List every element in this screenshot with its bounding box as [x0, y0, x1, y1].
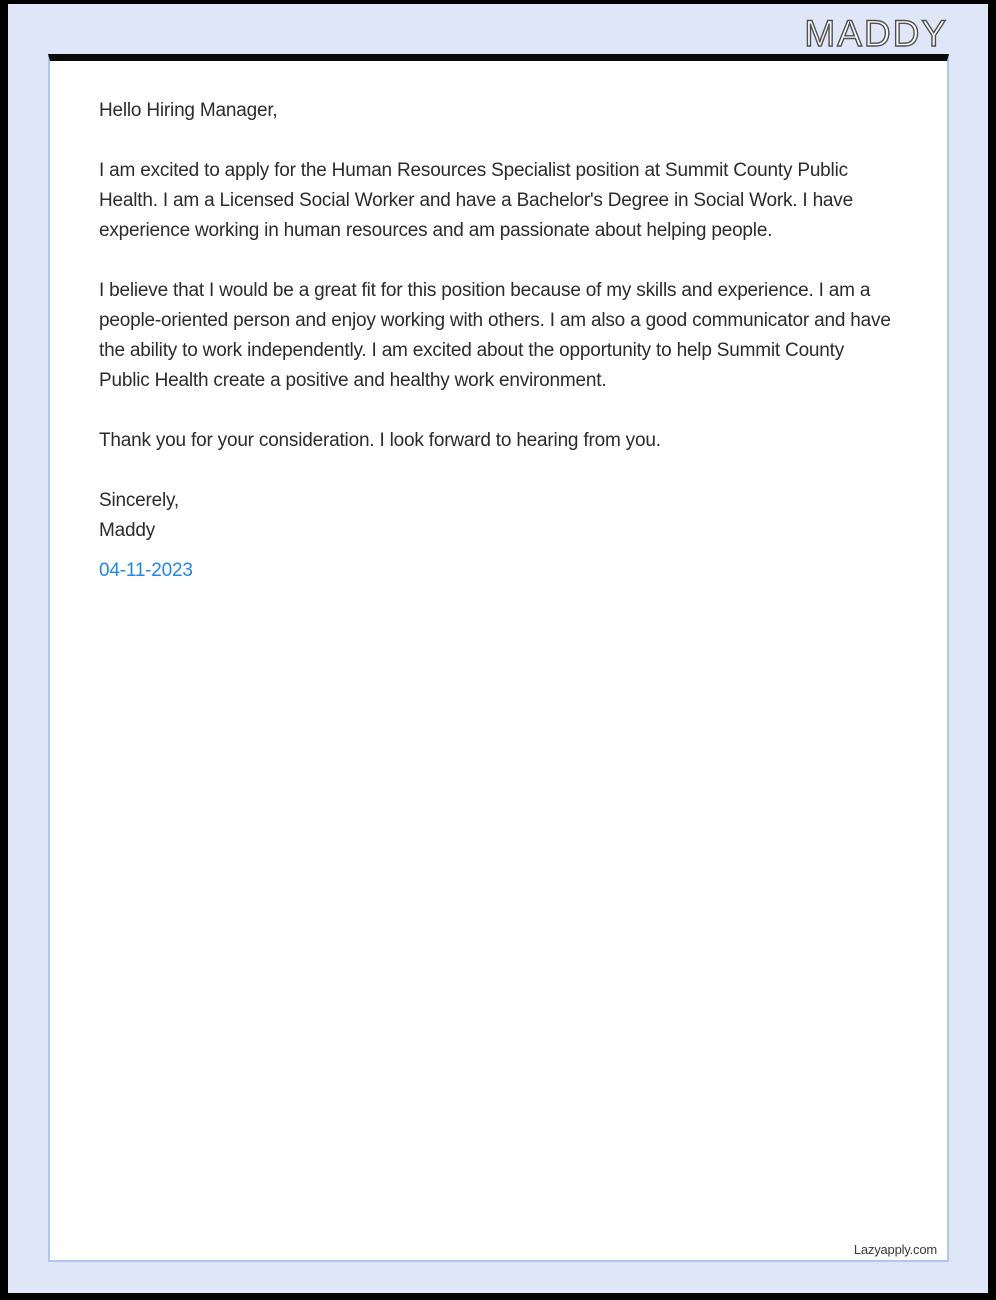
- letter-closing: Sincerely,: [99, 490, 180, 511]
- letter-greeting: Hello Hiring Manager,: [99, 100, 278, 121]
- letter-signature: Maddy: [99, 520, 156, 541]
- letter-paragraph-1: I am excited to apply for the Human Resources Specialist position at Summit County Public Health. I am a Licensed Social Worker and have a Bachelor's Degree in Social Work. I have experience working in human resources and am passionate about helping people.: [99, 160, 853, 241]
- lazyapply-watermark: Lazyapply.com: [853, 1242, 937, 1257]
- letter-paragraph-3: Thank you for your consideration. I look forward to hearing from you.: [99, 430, 661, 451]
- brand-logo: MADDY: [804, 13, 948, 54]
- letter-body: [50, 61, 947, 586]
- signature-block: [99, 486, 895, 546]
- letter-date: 04-11-2023: [99, 560, 193, 581]
- letter-page: [48, 54, 949, 1262]
- letter-paragraph-2: I believe that I would be a great fit for this position because of my skills and experience. I am a people-oriented person and enjoy working with others. I am also a good communicator and have the ability to work independently. I am excited about the opportunity to help Summit County Public Health create a positive and healthy work environment.: [99, 280, 891, 391]
